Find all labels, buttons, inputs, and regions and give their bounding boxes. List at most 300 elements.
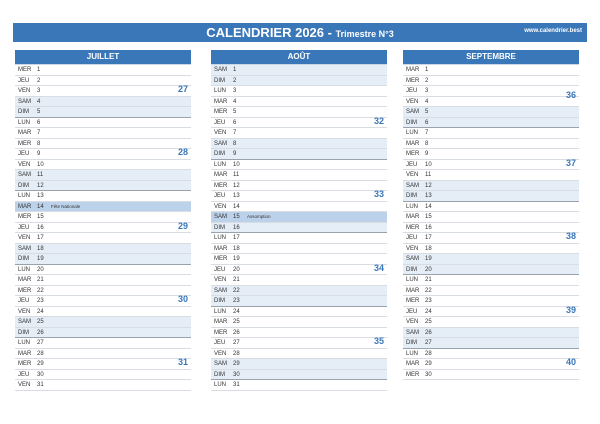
day-row (403, 157, 579, 171)
day-number: 2 (37, 77, 41, 84)
week-separator (15, 264, 191, 265)
month-title: AOÛT (211, 50, 387, 64)
day-row (403, 317, 579, 328)
day-row (211, 202, 387, 213)
weekday-label: MAR (406, 214, 420, 220)
weekday-label: SAM (214, 361, 228, 367)
day-list (403, 64, 579, 380)
weekday-label: MER (406, 151, 420, 157)
weekday-label: MAR (18, 277, 32, 283)
day-row (15, 139, 191, 150)
weekday-label: MAR (214, 319, 228, 325)
day-number: 23 (233, 298, 240, 304)
day-number: 10 (233, 161, 240, 168)
day-number: 27 (37, 340, 44, 346)
weekday-label: SAM (18, 245, 32, 252)
weekday-label: VEN (18, 161, 31, 168)
day-number: 16 (233, 224, 240, 231)
day-row (15, 76, 191, 87)
day-row (15, 220, 191, 234)
weekday-label: JEU (406, 161, 418, 168)
weekday-label: VEN (18, 308, 31, 315)
weekday-label: LUN (406, 130, 419, 136)
holiday-note: Fête Nationale (51, 203, 81, 209)
day-row (15, 233, 191, 244)
weekday-label: JEU (214, 266, 226, 273)
month-august (211, 50, 387, 391)
day-row (403, 349, 579, 360)
week-separator (403, 127, 579, 128)
day-number: 9 (425, 151, 429, 157)
calendar-header (13, 23, 587, 42)
day-row (403, 233, 579, 244)
day-number: 11 (425, 172, 432, 178)
weekday-label: JEU (18, 298, 30, 304)
weekday-label: SAM (18, 98, 32, 105)
day-row (15, 118, 191, 129)
day-row (403, 76, 579, 87)
day-number: 16 (425, 224, 432, 231)
weekday-label: SAM (214, 140, 228, 147)
week-separator (15, 190, 191, 191)
week-number: 36 (565, 89, 576, 100)
holiday-note: Assomption (247, 214, 271, 219)
day-number: 21 (233, 277, 240, 283)
day-row (211, 115, 387, 129)
day-row (15, 170, 191, 181)
day-number: 4 (233, 98, 237, 105)
day-row (403, 296, 579, 307)
week-number: 40 (565, 357, 576, 368)
weekday-label: LUN (406, 203, 419, 210)
day-number: 23 (425, 298, 432, 304)
weekday-label: DIM (214, 151, 225, 157)
day-number: 12 (425, 182, 432, 189)
day-number: 25 (37, 319, 44, 325)
day-row (211, 76, 387, 87)
weekday-label: VEN (406, 172, 419, 178)
weekday-label: JEU (214, 340, 226, 346)
weekday-label: DIM (406, 340, 417, 346)
weekday-label: VEN (214, 203, 227, 210)
month-title: SEPTEMBRE (403, 50, 579, 64)
weekday-label: VEN (214, 350, 227, 357)
day-row (15, 202, 191, 213)
day-number: 21 (37, 277, 44, 283)
day-number: 21 (425, 277, 432, 283)
weekday-label: MER (18, 214, 32, 220)
day-row (15, 370, 191, 381)
day-number: 2 (233, 77, 237, 84)
day-row (15, 149, 191, 160)
week-separator (403, 274, 579, 275)
day-row (15, 160, 191, 171)
day-row (211, 275, 387, 286)
day-row (15, 317, 191, 328)
day-number: 14 (425, 203, 432, 210)
day-row (211, 97, 387, 108)
week-number: 31 (177, 357, 188, 368)
day-number: 5 (37, 109, 41, 115)
day-row (211, 191, 387, 202)
day-number: 30 (37, 371, 44, 378)
weekday-label: DIM (406, 266, 417, 273)
day-number: 15 (233, 214, 240, 220)
day-row (403, 139, 579, 150)
day-number: 18 (425, 245, 432, 252)
weekday-label: JEU (406, 88, 418, 94)
day-number: 4 (425, 98, 429, 105)
day-row (403, 254, 579, 265)
day-row (211, 181, 387, 192)
day-list (211, 64, 387, 391)
day-row (211, 139, 387, 150)
day-row (211, 212, 387, 223)
day-number: 6 (233, 119, 237, 126)
day-number: 31 (233, 382, 240, 388)
day-row (15, 128, 191, 139)
day-number: 22 (425, 287, 432, 294)
weekday-label: MAR (18, 350, 32, 357)
day-number: 11 (37, 172, 44, 178)
weekday-label: JEU (406, 308, 418, 315)
day-number: 24 (233, 308, 240, 315)
weekday-label: DIM (214, 298, 225, 304)
weekday-label: JEU (18, 371, 30, 378)
day-number: 13 (233, 193, 240, 199)
weekday-label: MER (406, 371, 420, 378)
week-separator (15, 337, 191, 338)
week-number: 32 (373, 115, 384, 126)
day-number: 31 (37, 382, 44, 388)
weekday-label: DIM (214, 224, 225, 231)
month-september (403, 50, 579, 380)
weekday-label: MAR (214, 245, 228, 252)
week-separator (211, 379, 387, 380)
weekday-label: LUN (214, 161, 227, 168)
day-number: 28 (233, 350, 240, 357)
day-row (403, 359, 579, 370)
week-number: 27 (177, 84, 188, 95)
day-number: 14 (37, 203, 44, 210)
week-number: 35 (373, 336, 384, 347)
day-number: 5 (233, 109, 237, 115)
day-row (211, 86, 387, 97)
week-number: 30 (177, 294, 188, 305)
day-number: 26 (425, 329, 432, 336)
weekday-label: MAR (18, 130, 32, 136)
day-number: 19 (37, 256, 44, 262)
day-row (15, 338, 191, 349)
weekday-label: LUN (18, 266, 31, 273)
day-row (15, 307, 191, 318)
day-number: 30 (233, 371, 240, 378)
weekday-label: MER (214, 109, 228, 115)
weekday-label: DIM (18, 329, 29, 336)
weekday-label: DIM (18, 109, 29, 115)
day-number: 1 (233, 67, 237, 73)
day-number: 17 (37, 235, 44, 241)
day-row (403, 97, 579, 108)
day-row (15, 359, 191, 370)
day-number: 24 (37, 308, 44, 315)
day-number: 22 (233, 287, 240, 294)
day-number: 22 (37, 287, 44, 294)
day-number: 14 (233, 203, 240, 210)
week-number: 29 (177, 220, 188, 231)
weekday-label: MAR (18, 203, 32, 210)
day-number: 10 (37, 161, 44, 168)
week-number: 28 (177, 147, 188, 158)
calendar-title (13, 23, 587, 42)
week-number: 37 (565, 157, 576, 168)
day-number: 6 (425, 119, 429, 126)
day-row (211, 349, 387, 360)
day-number: 15 (425, 214, 432, 220)
day-row (15, 275, 191, 286)
weekday-label: DIM (406, 193, 417, 199)
day-row (403, 181, 579, 192)
week-number: 38 (565, 231, 576, 242)
weekday-label: VEN (406, 98, 419, 105)
day-number: 19 (233, 256, 240, 262)
weekday-label: MAR (214, 172, 228, 178)
day-number: 8 (233, 140, 237, 147)
day-row (403, 107, 579, 118)
day-number: 12 (233, 182, 240, 189)
day-row (403, 65, 579, 76)
day-number: 20 (425, 266, 432, 273)
day-number: 28 (37, 350, 44, 357)
day-number: 15 (37, 214, 44, 220)
day-row (211, 328, 387, 339)
day-number: 1 (37, 67, 41, 73)
day-row (211, 317, 387, 328)
weekday-label: DIM (18, 256, 29, 262)
day-row (211, 380, 387, 391)
weekday-label: DIM (18, 182, 29, 189)
day-row (15, 86, 191, 97)
day-number: 17 (425, 235, 432, 241)
weekday-label: SAM (406, 109, 420, 115)
day-row (211, 128, 387, 139)
day-number: 30 (425, 371, 432, 378)
day-row (15, 212, 191, 223)
weekday-label: VEN (406, 319, 419, 325)
weekday-label: VEN (18, 382, 31, 388)
day-row (15, 65, 191, 76)
day-number: 28 (425, 350, 432, 357)
week-number: 39 (565, 304, 576, 315)
day-row (15, 296, 191, 307)
day-number: 5 (425, 109, 429, 115)
day-number: 13 (425, 193, 432, 199)
day-row (403, 223, 579, 234)
weekday-label: JEU (214, 193, 226, 199)
day-row (15, 244, 191, 255)
weekday-label: MER (406, 77, 420, 84)
weekday-label: VEN (18, 88, 31, 94)
week-separator (403, 348, 579, 349)
weekday-label: LUN (18, 340, 31, 346)
weekday-label: SAM (214, 67, 228, 73)
weekday-label: JEU (18, 151, 30, 157)
day-row (15, 349, 191, 360)
weekday-label: SAM (18, 172, 32, 178)
day-number: 29 (37, 361, 44, 367)
day-row (15, 97, 191, 108)
month-july (15, 50, 191, 391)
day-row (211, 262, 387, 276)
week-number: 34 (373, 262, 384, 273)
weekday-label: MER (18, 361, 32, 367)
day-row (211, 286, 387, 297)
day-row (403, 370, 579, 381)
day-number: 3 (37, 88, 41, 94)
day-number: 16 (37, 224, 44, 231)
day-number: 24 (425, 308, 432, 315)
weekday-label: MAR (406, 140, 420, 147)
day-number: 6 (37, 119, 41, 126)
day-row (403, 149, 579, 160)
weekday-label: MAR (406, 361, 420, 367)
day-number: 8 (37, 140, 41, 147)
day-row (403, 275, 579, 286)
day-number: 1 (425, 67, 429, 73)
weekday-label: DIM (214, 77, 225, 84)
week-separator (211, 159, 387, 160)
website-link[interactable]: www.calendrier.best (524, 28, 582, 34)
weekday-label: MER (18, 140, 32, 147)
weekday-label: MER (18, 67, 32, 73)
day-number: 7 (37, 130, 41, 136)
day-number: 18 (37, 245, 44, 252)
day-row (211, 338, 387, 349)
weekday-label: MAR (406, 67, 420, 73)
weekday-label: JEU (214, 119, 226, 126)
day-row (15, 286, 191, 297)
day-number: 20 (233, 266, 240, 273)
weekday-label: LUN (18, 193, 31, 199)
day-number: 3 (233, 88, 237, 94)
weekday-label: DIM (214, 371, 225, 378)
week-separator (211, 232, 387, 233)
day-row (211, 233, 387, 244)
weekday-label: VEN (214, 277, 227, 283)
day-number: 10 (425, 161, 432, 168)
weekday-label: SAM (214, 287, 228, 294)
day-number: 26 (37, 329, 44, 336)
day-row (403, 128, 579, 139)
weekday-label: JEU (18, 224, 30, 231)
day-list (15, 64, 191, 391)
day-number: 7 (233, 130, 237, 136)
weekday-label: SAM (406, 182, 420, 189)
day-number: 18 (233, 245, 240, 252)
day-number: 25 (233, 319, 240, 325)
day-row (403, 86, 579, 97)
day-number: 3 (425, 88, 429, 94)
day-number: 29 (425, 361, 432, 367)
day-number: 19 (425, 256, 432, 262)
month-title: JUILLET (15, 50, 191, 64)
weekday-label: LUN (18, 119, 31, 126)
weekday-label: MER (214, 329, 228, 336)
weekday-label: MER (406, 298, 420, 304)
day-row (211, 170, 387, 181)
day-number: 12 (37, 182, 44, 189)
weekday-label: SAM (214, 214, 228, 220)
day-number: 7 (425, 130, 429, 136)
day-number: 27 (233, 340, 240, 346)
weekday-label: VEN (406, 245, 419, 252)
day-number: 8 (425, 140, 429, 147)
day-number: 9 (233, 151, 237, 157)
weekday-label: DIM (406, 119, 417, 126)
weekday-label: MAR (214, 98, 228, 105)
title-text: CALENDRIER 2026 - (206, 25, 336, 40)
day-row (211, 65, 387, 76)
day-number: 2 (425, 77, 429, 84)
weekday-label: MER (406, 224, 420, 231)
day-row (211, 160, 387, 171)
weekday-label: LUN (214, 88, 227, 94)
day-row (403, 304, 579, 318)
weekday-label: JEU (406, 235, 418, 241)
weekday-label: SAM (18, 319, 32, 325)
weekday-label: VEN (214, 130, 227, 136)
week-number: 33 (373, 189, 384, 200)
day-number: 20 (37, 266, 44, 273)
day-number: 9 (37, 151, 41, 157)
day-row (211, 307, 387, 318)
weekday-label: VEN (18, 235, 31, 241)
day-row (403, 244, 579, 255)
day-row (211, 244, 387, 255)
day-number: 13 (37, 193, 44, 199)
weekday-label: SAM (406, 329, 420, 336)
day-row (403, 202, 579, 213)
weekday-label: LUN (406, 350, 419, 357)
day-number: 29 (233, 361, 240, 367)
weekday-label: MER (214, 256, 228, 262)
day-number: 4 (37, 98, 41, 105)
day-number: 25 (425, 319, 432, 325)
day-row (403, 328, 579, 339)
day-row (403, 170, 579, 181)
weekday-label: MER (18, 287, 32, 294)
day-number: 26 (233, 329, 240, 336)
weekday-label: LUN (406, 277, 419, 283)
weekday-label: JEU (18, 77, 30, 84)
day-number: 11 (233, 172, 240, 178)
day-row (403, 212, 579, 223)
day-row (403, 286, 579, 297)
week-separator (403, 201, 579, 202)
day-number: 17 (233, 235, 240, 241)
weekday-label: MAR (406, 287, 420, 294)
day-row (211, 254, 387, 265)
weekday-label: LUN (214, 308, 227, 315)
week-separator (15, 117, 191, 118)
quarter-subtitle: Trimestre N°3 (335, 29, 394, 39)
weekday-label: LUN (214, 382, 227, 388)
week-separator (211, 306, 387, 307)
weekday-label: MER (214, 182, 228, 189)
weekday-label: LUN (214, 235, 227, 241)
weekday-label: SAM (406, 256, 420, 262)
day-row (15, 191, 191, 202)
